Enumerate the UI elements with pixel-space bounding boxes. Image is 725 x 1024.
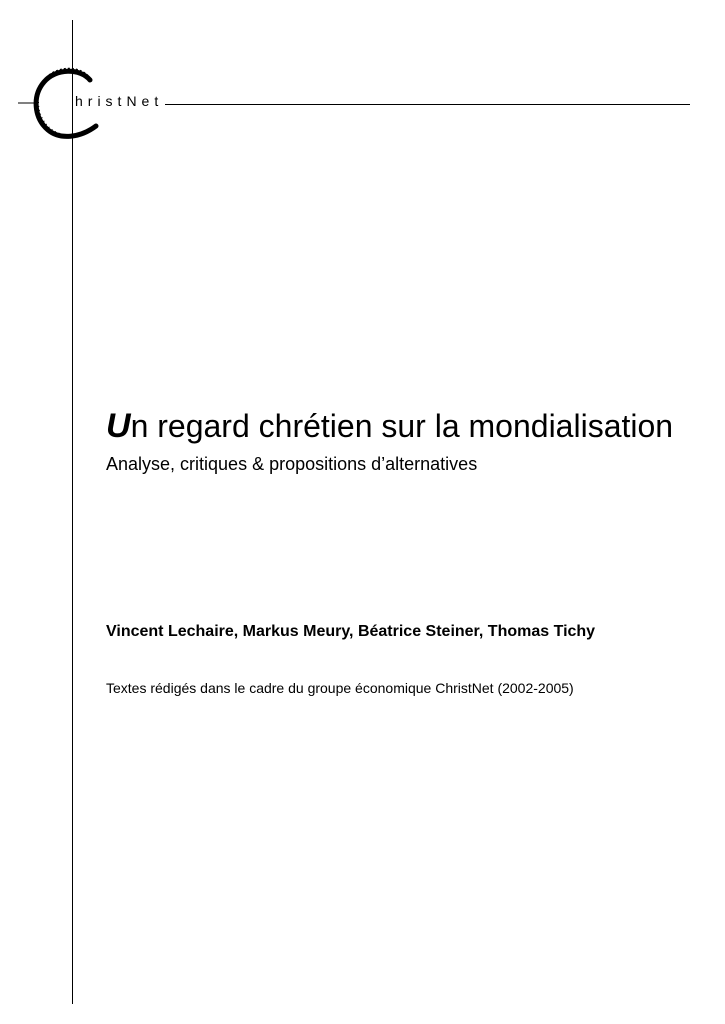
horizontal-rule (165, 104, 690, 105)
document-title (106, 406, 673, 446)
authors-line: Vincent Lechaire, Markus Meury, Béatrice Steiner, Thomas Tichy (106, 623, 596, 640)
title-initial: U (106, 407, 131, 445)
document-subtitle: Analyse, critiques & propositions d’alternatives (106, 454, 478, 474)
logo-wordmark: hristNet (75, 93, 164, 109)
vertical-rule (72, 20, 73, 1004)
context-note: Textes rédigés dans le cadre du groupe économique ChristNet (2002-2005) (106, 680, 574, 696)
christnet-logo (18, 62, 178, 146)
title-text: n regard chrétien sur la mondialisation (130, 408, 674, 444)
